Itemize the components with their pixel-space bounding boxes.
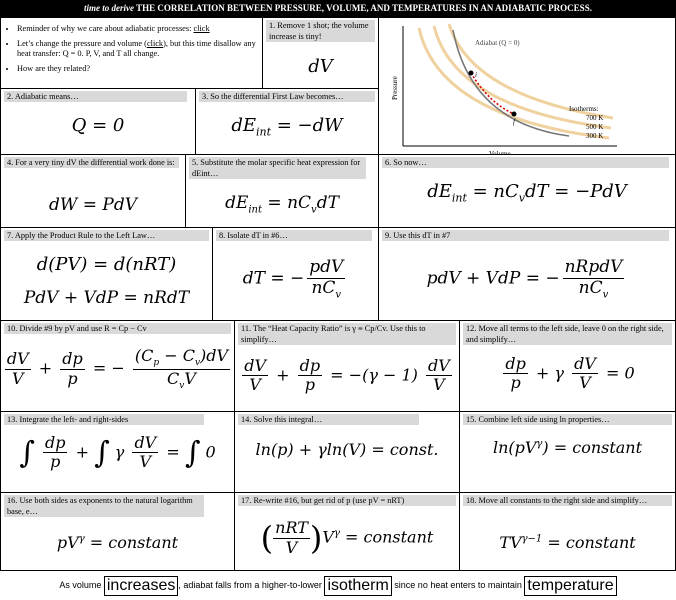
step-5-label: 5. Substitute the molar specific heat expression for dEint… — [189, 157, 366, 179]
step-18-eq-a: TV — [499, 533, 522, 552]
step-5-eq-sub2: v — [311, 204, 317, 216]
y-axis-label: Pressure — [391, 76, 399, 100]
step-9-frac — [563, 258, 625, 300]
pv-graph-box — [378, 17, 676, 171]
point-i-label: i — [475, 71, 477, 79]
click-link-2[interactable]: click — [146, 38, 164, 48]
step-18-eq-b: = constant — [542, 533, 636, 552]
step-3-eq-sub: int — [256, 125, 272, 139]
step-10-label: 10. Divide #9 by pV and use R = Cp − Cv — [4, 323, 231, 334]
step-17 — [234, 492, 460, 571]
step-8-num: pdV — [309, 257, 344, 277]
step-14-label: 14. Solve this integral… — [238, 414, 419, 425]
step-1-eq: dV — [308, 56, 333, 77]
step-13-eq: ∫ $\frac{dp}{p}$ + ∫ γ $\frac{dV}{V}$ = ∫ 0 — [19, 433, 216, 472]
step-6-eq — [379, 181, 675, 205]
step-18-eq-sup: γ−1 — [521, 533, 543, 545]
step-12-eq: $\frac{dp}{p}$ + γ $\frac{dV}{V}$ = 0 — [505, 354, 635, 393]
step-6 — [378, 154, 676, 228]
step-9-lhs: pdV + VdP = − — [426, 268, 560, 289]
step-16-eq-a: pV — [56, 533, 79, 552]
step-8-label: 8. Isolate dT in #6… — [216, 230, 372, 241]
step-16 — [0, 492, 235, 571]
step-7-eq-2: PdV + VdP = nRdT — [23, 288, 190, 308]
step-11 — [234, 320, 460, 412]
intro-text-1: Reminder of why we care about adiabatic processes: — [17, 24, 194, 33]
intro-bullet-2 — [17, 39, 258, 60]
step-2-label: 2. Adiabatic means… — [4, 91, 187, 102]
step-7-label: 7. Apply the Product Rule to the Left Law… — [4, 230, 209, 241]
step-1 — [262, 17, 379, 89]
step-14-eq: ln(p) + γln(V) = const. — [255, 440, 439, 459]
answer-box-isotherm[interactable]: isotherm — [324, 576, 391, 596]
adiabat-label: Adiabat (Q = 0) — [475, 39, 520, 47]
pv-diagram — [379, 18, 676, 171]
step-8-den — [307, 279, 345, 301]
intro-bullet-1 — [17, 24, 258, 35]
step-4 — [0, 154, 186, 228]
step-9-den-a: nC — [578, 277, 603, 298]
step-4-eq: dW = PdV — [48, 195, 137, 215]
step-6-eq-sub: int — [451, 191, 467, 205]
step-8-lhs: dT = − — [242, 268, 305, 289]
intro-box — [0, 17, 263, 89]
step-16-eq-b: = constant — [84, 533, 179, 552]
step-6-label: 6. So now… — [382, 157, 669, 168]
step-4-label: 4. For a very tiny dV the differential work done is: — [4, 157, 179, 168]
step-16-eq-sup: γ — [78, 533, 85, 545]
step-10 — [0, 320, 235, 412]
step-8-den-sub: v — [335, 288, 342, 300]
step-9 — [378, 227, 676, 321]
step-11-label: 11. The “Heat Capacity Ratio” is γ ≡ Cp/Cv. Use this to simplify… — [238, 323, 456, 345]
step-6-eq-a: dE — [427, 181, 452, 202]
step-15-eq-a: ln(pV — [492, 438, 537, 457]
point-f — [512, 112, 517, 117]
banner-lead: time to derive — [84, 3, 135, 13]
step-3-label: 3. So the differential First Law becomes… — [199, 91, 375, 102]
banner-title: THE CORRELATION BETWEEN PRESSURE, VOLUME, AND TEMPERATURES IN AN ADIABATIC PROCESS. — [136, 3, 592, 13]
click-link-1[interactable]: click — [193, 24, 210, 33]
step-5-eq-b: = nC — [262, 193, 312, 213]
step-6-eq-sub2: v — [518, 191, 526, 205]
footer-text-c: since no heat enters to maintain — [391, 580, 525, 590]
step-15-eq-b: ) = constant — [542, 438, 643, 457]
step-18-label: 18. Move all constants to the right side and simplify… — [463, 495, 672, 506]
intro-text-2b: ), but this time disallow any heat transfer: Q = 0. P, V, and T all change. — [17, 38, 256, 58]
step-9-den-sub: v — [602, 288, 609, 300]
step-6-eq-b: = nC — [466, 181, 519, 202]
step-15 — [459, 411, 676, 493]
intro-bullet-3: • How are they related? — [17, 64, 258, 75]
answer-box-temperature[interactable]: temperature — [524, 576, 616, 596]
step-3-eq-b: = −dW — [271, 115, 343, 136]
step-5-eq — [186, 193, 378, 215]
step-8 — [212, 227, 379, 321]
footer-text-a: As volume — [59, 580, 104, 590]
step-3-eq — [196, 115, 378, 139]
point-i — [469, 71, 474, 76]
title-banner — [0, 0, 676, 17]
step-8-frac — [307, 258, 345, 300]
step-9-den — [563, 279, 625, 301]
step-15-eq — [460, 438, 675, 457]
step-18-eq — [460, 533, 675, 552]
point-f-label: f — [513, 118, 515, 126]
isotherms-title: Isotherms: — [569, 105, 599, 113]
step-17-eq: ( $\frac{\text{nRT}}{V}$ )$V^\gamma$ = constant — [260, 518, 434, 557]
step-12 — [459, 320, 676, 412]
step-11-eq: $\frac{dV}{V}$ + $\frac{dp}{p}$ = −(γ − 1) $\frac{dV}{V}$ — [244, 356, 450, 395]
step-12-label: 12. Move all terms to the left side, leave 0 on the right side, and simplify… — [463, 323, 672, 345]
step-7-eq-1: d(PV) = d(nRT) — [36, 254, 177, 275]
step-10-eq: $\frac{dV}{V}$ + $\frac{dp}{p}$ = − $\frac{(C_p - C_v)dV}{C_vV}$ — [6, 346, 229, 391]
step-17-eq-b: = constant — [339, 527, 434, 547]
step-13-label: 13. Integrate the left- and right-sides — [4, 414, 204, 425]
step-8-eq — [213, 258, 378, 300]
iso-700-label: 700 K — [586, 114, 604, 122]
step-14 — [234, 411, 460, 493]
step-15-label: 15. Combine left side using ln properties… — [463, 414, 672, 425]
step-5-eq-c: dT — [316, 193, 339, 213]
step-8-den-a: nC — [311, 277, 336, 298]
conclusion-footer — [0, 570, 676, 600]
step-16-eq — [1, 533, 234, 552]
step-5 — [185, 154, 379, 228]
intro-list — [1, 18, 262, 74]
step-13 — [0, 411, 235, 493]
answer-box-increases[interactable]: increases — [104, 576, 178, 596]
step-3-eq-a: dE — [231, 115, 256, 136]
step-9-label: 9. Use this dT in #7 — [382, 230, 669, 241]
footer-text-b: , adiabat falls from a higher-to-lower — [178, 580, 325, 590]
step-7 — [0, 227, 213, 321]
iso-300-label: 300 K — [586, 132, 604, 140]
step-18 — [459, 492, 676, 571]
step-1-label: 1. Remove 1 shot; the volume increase is tiny! — [266, 20, 375, 42]
step-2-eq: Q = 0 — [71, 115, 125, 136]
step-16-label: 16. Use both sides as exponents to the natural logarithm base, e… — [4, 495, 204, 517]
step-5-eq-a: dE — [225, 193, 249, 213]
step-17-label: 17. Re-write #16, but get rid of p (use pV = nRT) — [238, 495, 456, 506]
step-9-num: nRpdV — [564, 257, 623, 277]
iso-500-label: 500 K — [586, 123, 604, 131]
step-5-eq-sub: int — [248, 204, 263, 216]
step-6-eq-c: dT = −PdV — [525, 181, 627, 202]
step-9-eq — [379, 258, 675, 300]
step-15-eq-sup: γ — [536, 438, 543, 450]
intro-text-2a: Let’s change the pressure and volume ( — [17, 38, 147, 48]
